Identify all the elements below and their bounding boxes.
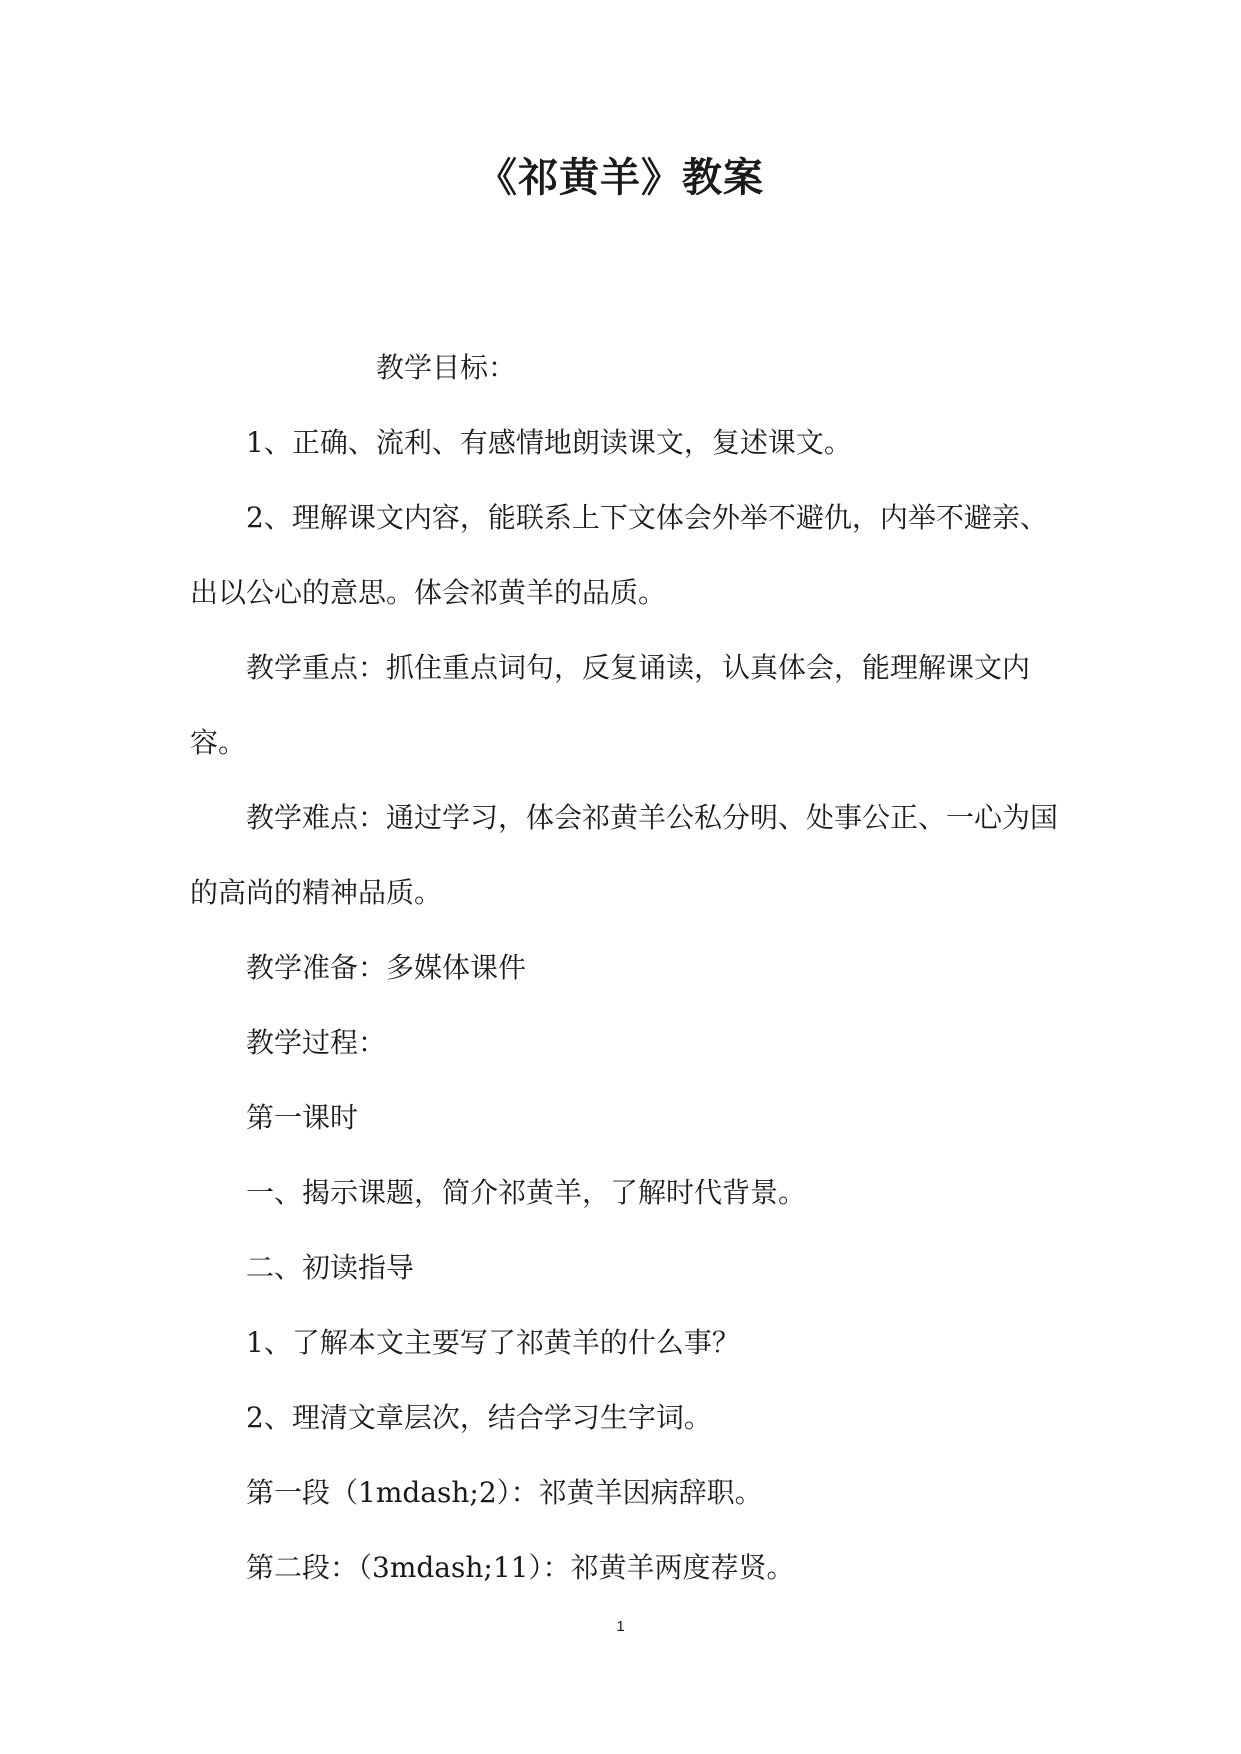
paragraph-objectives-heading: 教学目标：: [376, 351, 517, 384]
paragraph-section-1: 第一段（1mdash;2）：祁黄羊因病辞职。: [246, 1476, 763, 1509]
paragraph-preparation: 教学准备：多媒体课件: [246, 951, 527, 984]
paragraph-step-2-item-1: 1、了解本文主要写了祁黄羊的什么事？: [246, 1326, 740, 1359]
paragraph-process-heading: 教学过程：: [246, 1026, 387, 1059]
page-number: 1: [616, 1618, 625, 1635]
paragraph-objective-1: 1、正确、流利、有感情地朗读课文，复述课文。: [246, 426, 852, 459]
paragraph-key-points: 教学重点：抓住重点词句，反复诵读，认真体会，能理解课文内容。: [190, 651, 1031, 759]
paragraph-objective-2: 2、理解课文内容，能联系上下文体会外举不避仇，内举不避亲、出以公心的意思。体会祁黄羊的品质。: [190, 501, 1048, 609]
paragraph-difficulties: 教学难点：通过学习，体会祁黄羊公私分明、处事公正、一心为国的高尚的精神品质。: [190, 801, 1059, 909]
document-body: [190, 330, 1060, 1605]
document-title: 《祁黄羊》教案: [477, 154, 764, 201]
paragraph-first-lesson: 第一课时: [246, 1101, 359, 1134]
paragraph-section-2: 第二段：（3mdash;11）：祁黄羊两度荐贤。: [246, 1551, 795, 1584]
paragraph-step-2: 二、初读指导: [246, 1251, 415, 1284]
paragraph-step-1: 一、揭示课题，简介祁黄羊，了解时代背景。: [246, 1176, 807, 1209]
paragraph-step-2-item-2: 2、理清文章层次，结合学习生字词。: [246, 1401, 712, 1434]
